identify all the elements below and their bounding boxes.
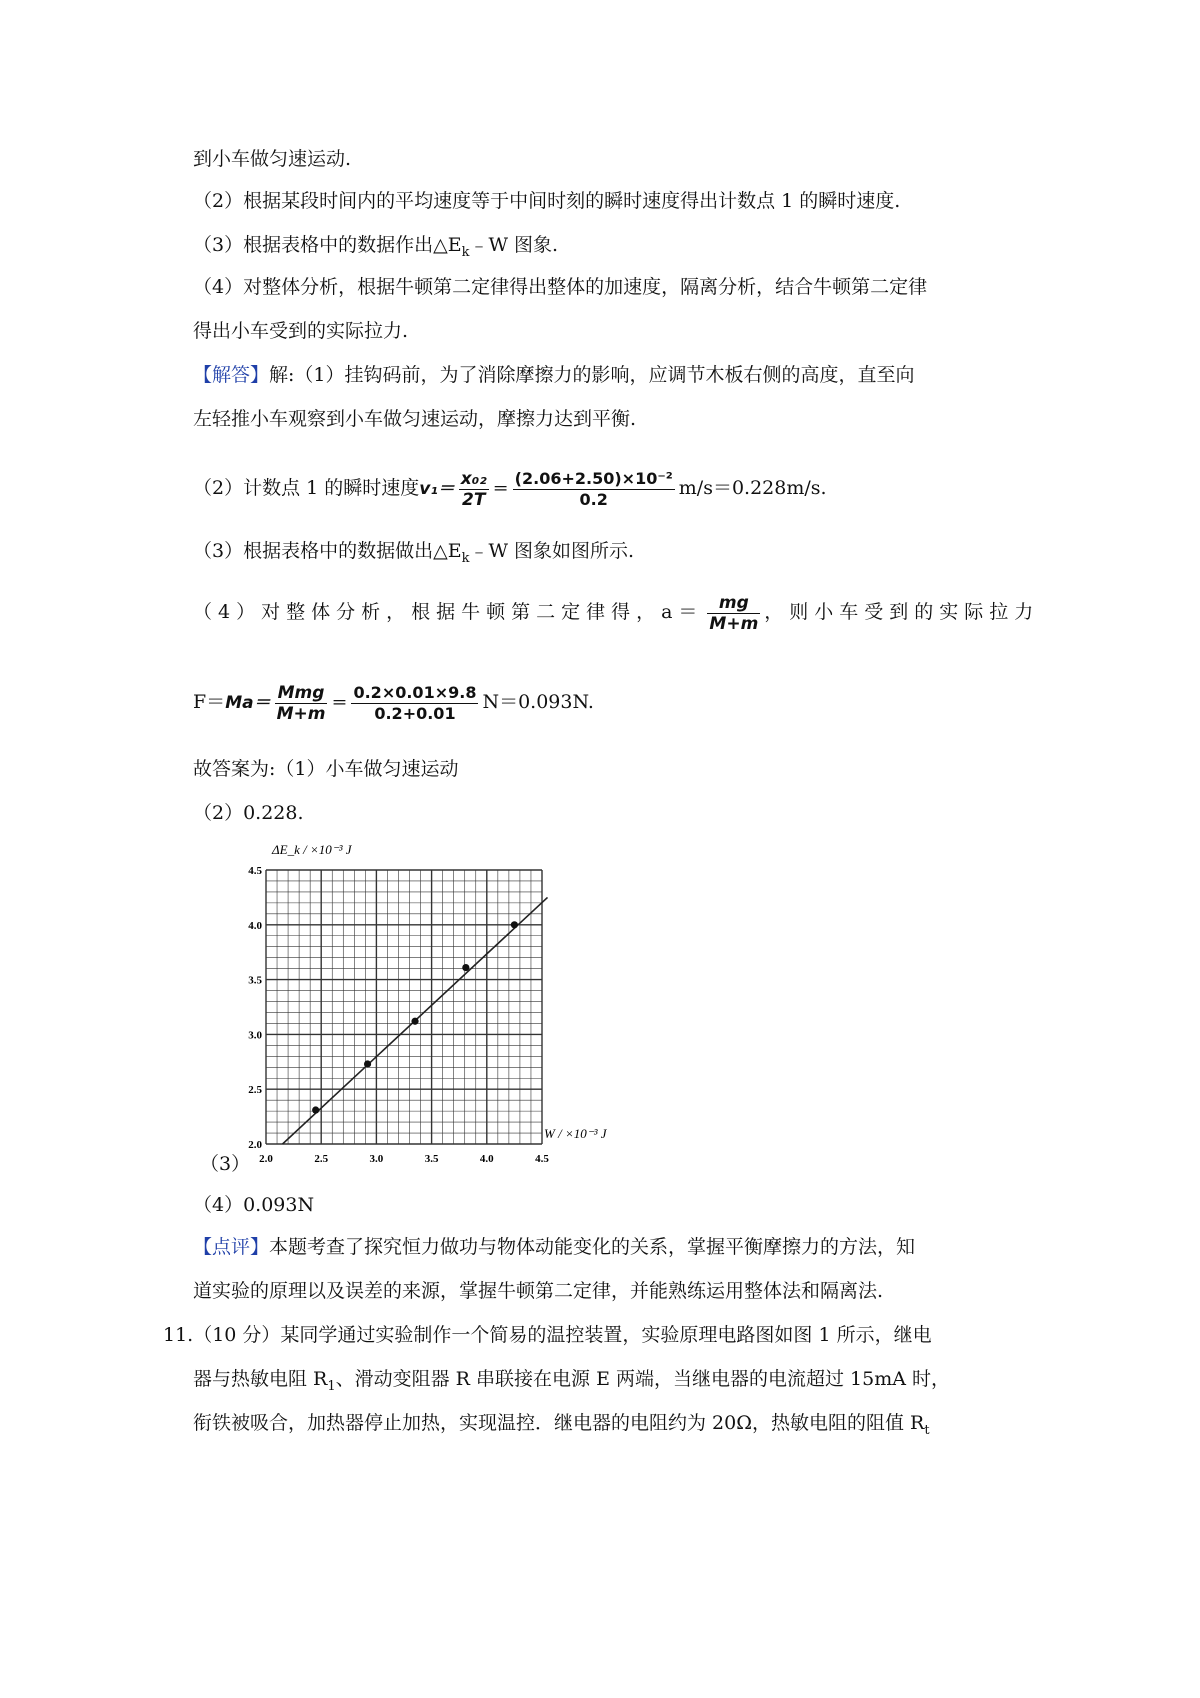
- text-line: 道实验的原理以及误差的来源，掌握牛顿第二定律，并能熟练运用整体法和隔离法.: [193, 1280, 884, 1302]
- text-line: 器与热敏电阻 $R_1$、滑动变阻器 R 串联接在电源 E 两端，当继电器的电流超过 15mA 时，: [193, 1368, 950, 1394]
- text-line: （2）0.228.: [193, 802, 304, 824]
- question-title: 11.（10 分）某同学通过实验制作一个简易的温控装置，实验原理电路图如图 1 所示，继电: [163, 1324, 932, 1346]
- x-tick-label: 4.0: [479, 1153, 494, 1165]
- y-axis-label: ΔE_k / ×10⁻³ J: [272, 842, 352, 857]
- x-tick-label: 3.0: [369, 1153, 384, 1165]
- text-line: （4）对整体分析，根据牛顿第二定律得出整体的加速度，隔离分析，结合牛顿第二定律: [193, 276, 928, 298]
- text-line: （3）: [200, 1153, 251, 1175]
- x-tick-label: 2.0: [259, 1153, 273, 1165]
- x-axis-label: W / ×10⁻³ J: [544, 1126, 607, 1141]
- comment-tag: 【点评】: [193, 1236, 270, 1258]
- text-line: （2）根据某段时间内的平均速度等于中间时刻的瞬时速度得出计数点 1 的瞬时速度.: [193, 190, 901, 212]
- text-line: 左轻推小车观察到小车做匀速运动，摩擦力达到平衡.: [193, 408, 637, 430]
- answer-tag: 【解答】: [193, 364, 270, 386]
- text-line: （3）根据表格中的数据作出$\triangle E_k﹣W$ 图象.: [193, 234, 559, 260]
- y-tick-label: 4.5: [248, 865, 262, 877]
- text-line: 到小车做匀速运动.: [193, 148, 352, 170]
- y-tick-label: 3.0: [248, 1029, 262, 1042]
- formula-line-force: F＝Ma＝ $\frac{\text{Mmg}}{M+m}$ ＝ $\frac{0.2\times 0.01\times 9.8}{0.2+0.01}$ N＝0.093N.: [193, 682, 594, 724]
- x-tick-label: 2.5: [314, 1153, 329, 1165]
- y-tick-label: 2.5: [248, 1084, 262, 1097]
- data-point: [511, 921, 518, 928]
- text-line: 【点评】本题考查了探究恒力做功与物体动能变化的关系，掌握平衡摩擦力的方法，知: [193, 1236, 916, 1258]
- formula-line-velocity: （2）计数点 1 的瞬时速度v₁＝ $\frac{\text{x₀₂}}{2T}$ ＝ $\frac{\text{(2.06+2.50)×10⁻²}}{0.2}$ m/s＝0.228m/s.: [193, 468, 827, 510]
- data-point: [364, 1060, 371, 1067]
- data-point: [411, 1018, 418, 1025]
- text-line: 【解答】解:（1）挂钩码前，为了消除摩擦力的影响，应调节木板右侧的高度，直至向: [193, 364, 915, 386]
- y-tick-label: 3.5: [248, 974, 262, 987]
- x-tick-label: 3.5: [424, 1153, 439, 1165]
- text-line: 衔铁被吸合，加热器停止加热，实现温控．继电器的电阻约为 20Ω，热敏电阻的阻值 $R_t$: [193, 1412, 930, 1438]
- ek-w-chart: [232, 832, 622, 1172]
- y-tick-label: 4.0: [248, 919, 262, 932]
- text-line: 得出小车受到的实际拉力.: [193, 320, 409, 342]
- formula-line-accel: （4）对整体分析，根据牛顿第二定律得，a＝ $\frac{mg}{M+m}$ ，则小车受到的实际拉力: [193, 592, 1040, 634]
- data-point: [312, 1106, 319, 1113]
- text-line: 故答案为:（1）小车做匀速运动: [193, 758, 459, 780]
- text-line: （4）0.093N: [193, 1194, 315, 1216]
- y-tick-label: 2.0: [248, 1139, 262, 1151]
- data-point: [462, 964, 469, 971]
- text-line: （3）根据表格中的数据做出$\triangle E_k﹣W$ 图象如图所示.: [193, 540, 635, 566]
- x-tick-label: 4.5: [535, 1153, 549, 1165]
